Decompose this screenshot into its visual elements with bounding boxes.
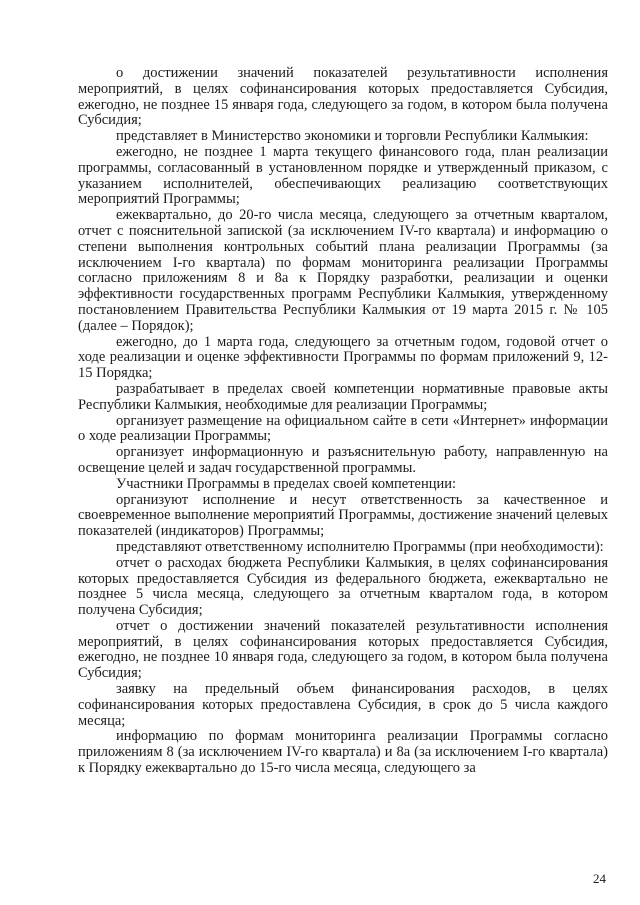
body-text	[78, 66, 608, 777]
paragraph-3: ежегодно, не позднее 1 марта текущего финансового года, план реализации программы, согласованный в установленном порядке и утвержденный приказом, с указанием исполнителей, обеспечивающих реализацию соответствующих мероприятий Программы;	[78, 143, 608, 208]
paragraph-8: организует информационную и разъяснительную работу, направленную на освещение целей и задач государственной программы.	[78, 444, 608, 476]
paragraph-14: заявку на предельный объем финансирования расходов, в целях софинансирования которых предоставлена Субсидия, в срок до 5 числа каждого месяца;	[78, 681, 608, 729]
paragraph-6: разрабатывает в пределах своей компетенции нормативные правовые акты Республики Калмыкия, необходимые для реализации Программы;	[78, 380, 608, 413]
paragraph-4: ежеквартально, до 20-го числа месяца, следующего за отчетным кварталом, отчет с пояснительной запиской (за исключением IV-го квартала) и информацию о степени выполнения контрольных событий плана реализации Программы (за исключением I-го квартала) по формам мониторинга реализации Программы согласно приложениям 8 и 8а к Порядку разработки, реализации и оценки эффективности государственных программ Республики Калмыкия, утвержденному постановлением Правительства Республики Калмыкия от 19 марта 2015 г. № 105 (далее – Порядок);	[78, 207, 608, 334]
paragraph-7: организует размещение на официальном сайте в сети «Интернет» информации о ходе реализации Программы;	[78, 412, 608, 445]
paragraph-5: ежегодно, до 1 марта года, следующего за отчетным годом, годовой отчет о ходе реализации и оценке эффективности Программы по формам приложений 9, 12-15 Порядка;	[78, 333, 608, 382]
paragraph-2: представляет в Министерство экономики и торговли Республики Калмыкия:	[116, 128, 589, 145]
paragraph-15: информацию по формам мониторинга реализации Программы согласно приложениям 8 (за исключением IV-го квартала) и 8а (за исключением I-го квартала) к Порядку ежеквартально до 15-го числа месяца, следующего за	[78, 728, 608, 777]
paragraph-10: организуют исполнение и несут ответственность за качественное и своевременное выполнение мероприятий Программы, достижение значений целевых показателей (индикаторов) Программы;	[78, 491, 608, 540]
paragraph-1: о достижении значений показателей результативности исполнения мероприятий, в целях софинансирования которых предоставляется Субсидия, ежегодно, не позднее 15 января года, следующего за годом, в котором была получена Субсидия;	[78, 65, 608, 129]
paragraph-11: представляют ответственному исполнителю Программы (при необходимости):	[116, 538, 604, 555]
paragraph-13: отчет о достижении значений показателей результативности исполнения мероприятий, в целях софинансирования которых предоставляется Субсидия, ежегодно, не позднее 10 января года, следующего за годом, в котором была получена Субсидия;	[78, 617, 608, 682]
paragraph-9: Участники Программы в пределах своей компетенции:	[116, 475, 457, 492]
page-number: 24	[593, 871, 606, 886]
paragraph-12: отчет о расходах бюджета Республики Калмыкия, в целях софинансирования которых предоставляется Субсидия из федерального бюджета, ежеквартально не позднее 5 числа месяца, следующего за отчетным кварталом года, в котором получена Субсидия;	[78, 554, 608, 619]
